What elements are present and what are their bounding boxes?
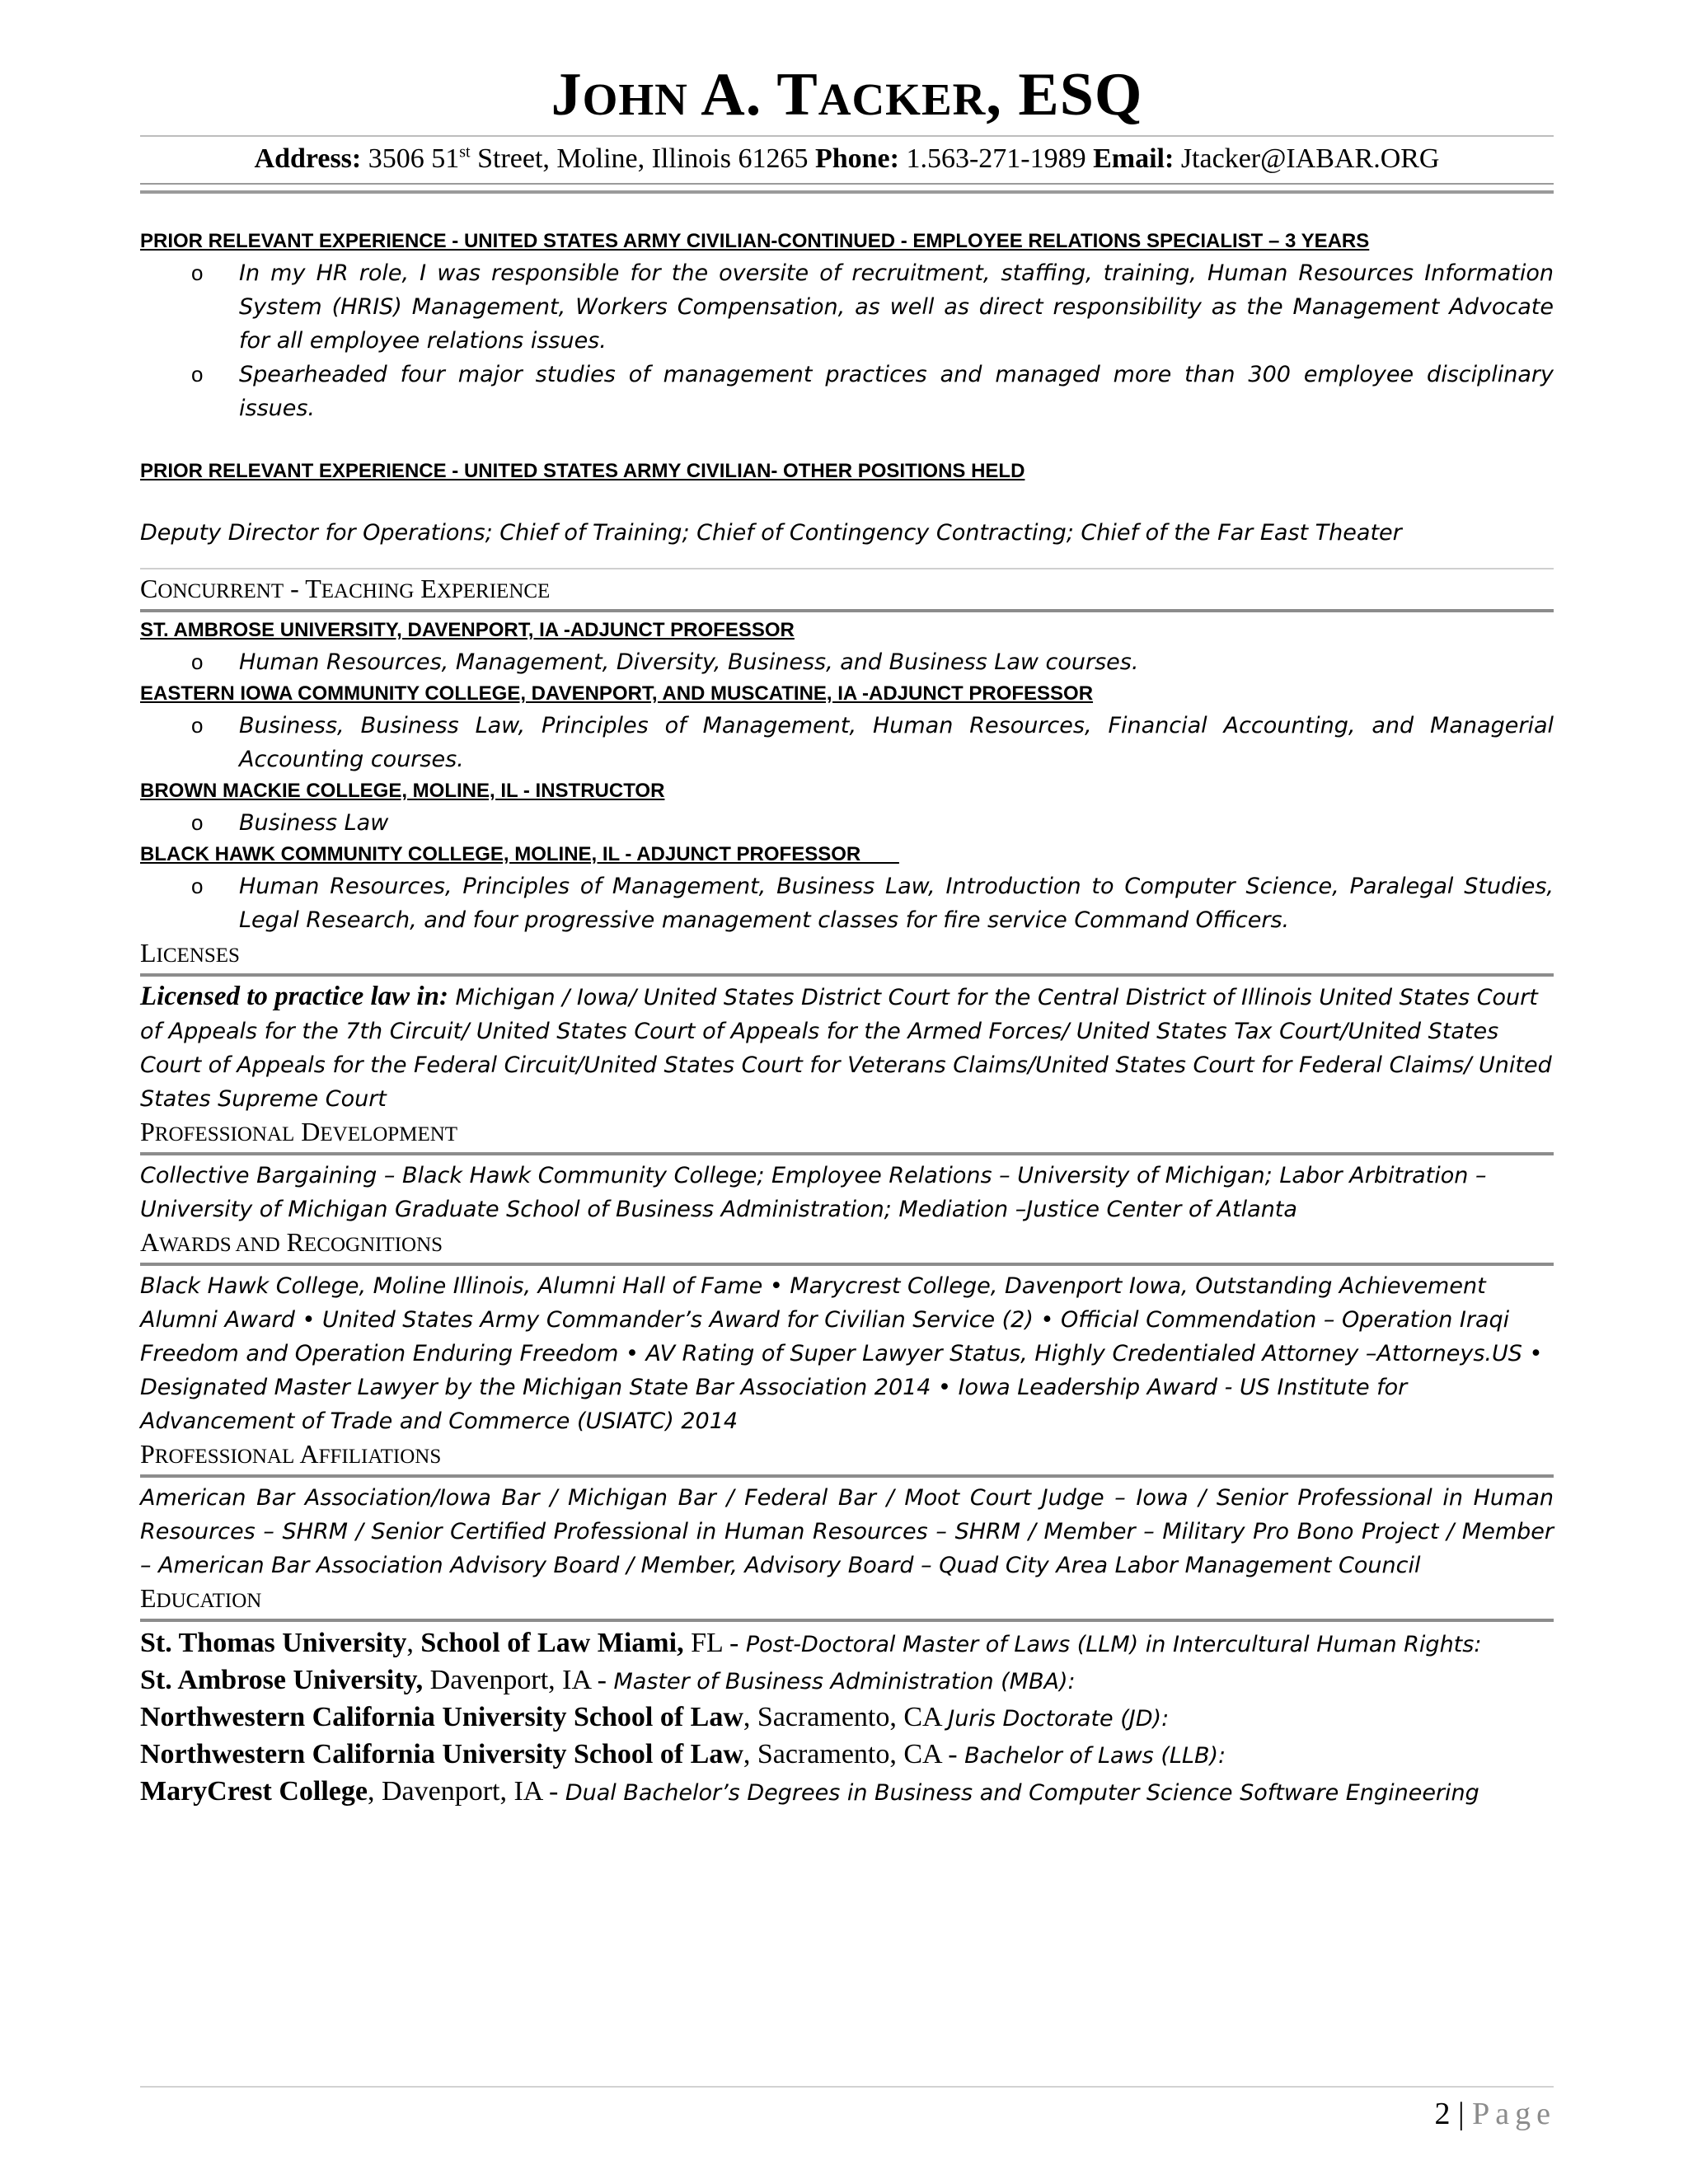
address-value-start: 3506 51: [361, 143, 460, 174]
bullet-marker: o: [191, 362, 204, 387]
name-part-ohn: OHN: [582, 74, 688, 124]
bullet-text: In my HR role, I was responsible for the oversite of recruitment, staffing, training, Human Resources Information System (HRIS) Management, Workers Compensation, as well as direct responsibility as the Management Advocate for all employee relations issues.: [239, 260, 1554, 354]
page-number-value: 2: [1434, 2097, 1451, 2131]
name-initial-j: J: [551, 61, 583, 129]
education-entry: Northwestern California University School of Law, Sacramento, CA Juris Doctorate (JD):: [140, 1702, 1170, 1732]
page-label: Page: [1472, 2097, 1556, 2131]
bullet-text: Human Resources, Management, Diversity, Business, and Business Law courses.: [239, 649, 1139, 675]
address-ordinal: st: [459, 143, 471, 162]
contact-line: [140, 137, 1554, 173]
resume-page: [140, 0, 1554, 1811]
prior-er-heading: PRIOR RELEVANT EXPERIENCE - UNITED STATES ARMY CIVILIAN-CONTINUED - EMPLOYEE RELATIONS SPECIALIST – 3 YEARS: [140, 230, 1370, 252]
teaching-job-title: ST. AMBROSE UNIVERSITY, DAVENPORT, IA -ADJUNCT PROFESSOR: [140, 619, 795, 641]
bullet-marker: o: [191, 649, 204, 674]
bullet-item: [140, 869, 1554, 937]
bullet-marker: o: [191, 713, 204, 738]
name-suffix: , ESQ: [986, 61, 1143, 129]
address-label: Address:: [254, 143, 362, 174]
address-value-end: Street, Moline, Illinois 61265: [470, 143, 815, 174]
awards-heading: AWARDS AND RECOGNITIONS: [140, 1226, 1554, 1266]
prof-dev-text: Collective Bargaining – Black Hawk Community College; Employee Relations – University of Michigan; Labor Arbitration – University of Michigan Graduate School of Business Administration; Mediation –Justice Center of Atlanta: [140, 1163, 1487, 1222]
licenses-lead: Licensed to practice law in:: [140, 982, 448, 1011]
footer-divider: [140, 2086, 1554, 2088]
name-initial-t: T: [776, 61, 818, 129]
education-entry: St. Ambrose University, Davenport, IA - Master of Business Administration (MBA):: [140, 1665, 1076, 1695]
name-part-acker: ACKER: [818, 74, 987, 124]
bullet-item: [140, 806, 1554, 840]
phone-value: 1.563-271-1989: [898, 143, 1094, 174]
email-label: Email:: [1093, 143, 1175, 174]
teaching-job-title: EASTERN IOWA COMMUNITY COLLEGE, DAVENPORT, AND MUSCATINE, IA -ADJUNCT PROFESSOR: [140, 682, 1094, 705]
bullet-text: Business, Business Law, Principles of Management, Human Resources, Financial Accounting, and Managerial Accounting courses.: [239, 713, 1554, 772]
prof-dev-heading: PROFESSIONAL DEVELOPMENT: [140, 1116, 1554, 1155]
bullet-marker: o: [191, 874, 204, 898]
education-entry: Northwestern California University School of Law, Sacramento, CA - Bachelor of Laws (LLB):: [140, 1739, 1226, 1769]
prior-other-positions: Deputy Director for Operations; Chief of Training; Chief of Contingency Contracting; Chief of the Far East Theater: [140, 520, 1402, 546]
licenses-jurisdictions: Michigan / Iowa/ United States District Court for the Central District of Illinois United States Court of Appeals for the 7th Circuit/ United States Court of Appeals for the Armed Forces/ United States Tax Court/United States Court of Appeals for the Federal Circuit/United States Court for Veterans Claims/United States Court for Federal Claims/ United States Supreme Court: [140, 985, 1552, 1112]
education-heading: EDUCATION: [140, 1582, 1554, 1622]
bullet-marker: o: [191, 260, 204, 285]
section-top-rule: [140, 568, 1554, 569]
resume-name: [140, 61, 1554, 129]
affiliations-heading: PROFESSIONAL AFFILIATIONS: [140, 1438, 1554, 1478]
bullet-item: [140, 358, 1554, 425]
bullet-text: Business Law: [239, 810, 389, 836]
education-entry: St. Thomas University, School of Law Miami, FL - Post-Doctoral Master of Laws (LLM) in Intercultural Human Rights:: [140, 1628, 1482, 1658]
awards-text: Black Hawk College, Moline Illinois, Alumni Hall of Fame • Marycrest College, Davenport Iowa, Outstanding Achievement Alumni Award • United States Army Commander’s Award for Civilian Service (2) • Official Commendation – Operation Iraqi Freedom and Operation Enduring Freedom • AV Rating of Super Lawyer Status, Highly Credentialed Attorney –Attorneys.US • Designated Master Lawyer by the Michigan State Bar Association 2014 • Iowa Leadership Award - US Institute for Advancement of Trade and Commerce (USIATC) 2014: [140, 1273, 1543, 1434]
email-value: Jtacker@IABAR.ORG: [1174, 143, 1440, 174]
header-double-rule: [140, 183, 1554, 194]
education-entry: MaryCrest College, Davenport, IA - Dual Bachelor’s Degrees in Business and Computer Science Software Engineering: [140, 1776, 1479, 1807]
licenses-text: [140, 980, 1554, 1116]
bullet-item: [140, 709, 1554, 776]
name-middle-initial: A.: [687, 61, 777, 129]
teaching-job-title: BROWN MACKIE COLLEGE, MOLINE, IL - INSTRUCTOR: [140, 780, 665, 802]
page-number-separator: |: [1450, 2097, 1473, 2131]
bullet-text: Human Resources, Principles of Management, Business Law, Introduction to Computer Science, Paralegal Studies, Legal Research, and four progressive management classes for fire service Command Officers.: [239, 874, 1554, 933]
bullet-marker: o: [191, 810, 204, 835]
bullet-text: Spearheaded four major studies of management practices and managed more than 300 employee disciplinary issues.: [239, 362, 1554, 421]
phone-label: Phone:: [814, 143, 899, 174]
bullet-item: [140, 256, 1554, 358]
affiliations-text: American Bar Association/Iowa Bar / Michigan Bar / Federal Bar / Moot Court Judge – Iowa / Senior Professional in Human Resources – SHRM / Senior Certified Professional in Human Resources – SHRM / Member – Military Pro Bono Project / Member – American Bar Association Advisory Board / Member, Advisory Board – Quad City Area Labor Management Council: [140, 1485, 1554, 1578]
teaching-job-title: BLACK HAWK COMMUNITY COLLEGE, MOLINE, IL - ADJUNCT PROFESSOR: [140, 843, 899, 865]
page-number: [1435, 2096, 1556, 2132]
teaching-heading: CONCURRENT - TEACHING EXPERIENCE: [140, 573, 1554, 612]
bullet-item: [140, 645, 1554, 679]
prior-other-heading: PRIOR RELEVANT EXPERIENCE - UNITED STATES ARMY CIVILIAN- OTHER POSITIONS HELD: [140, 460, 1025, 482]
licenses-heading: LICENSES: [140, 937, 1554, 977]
